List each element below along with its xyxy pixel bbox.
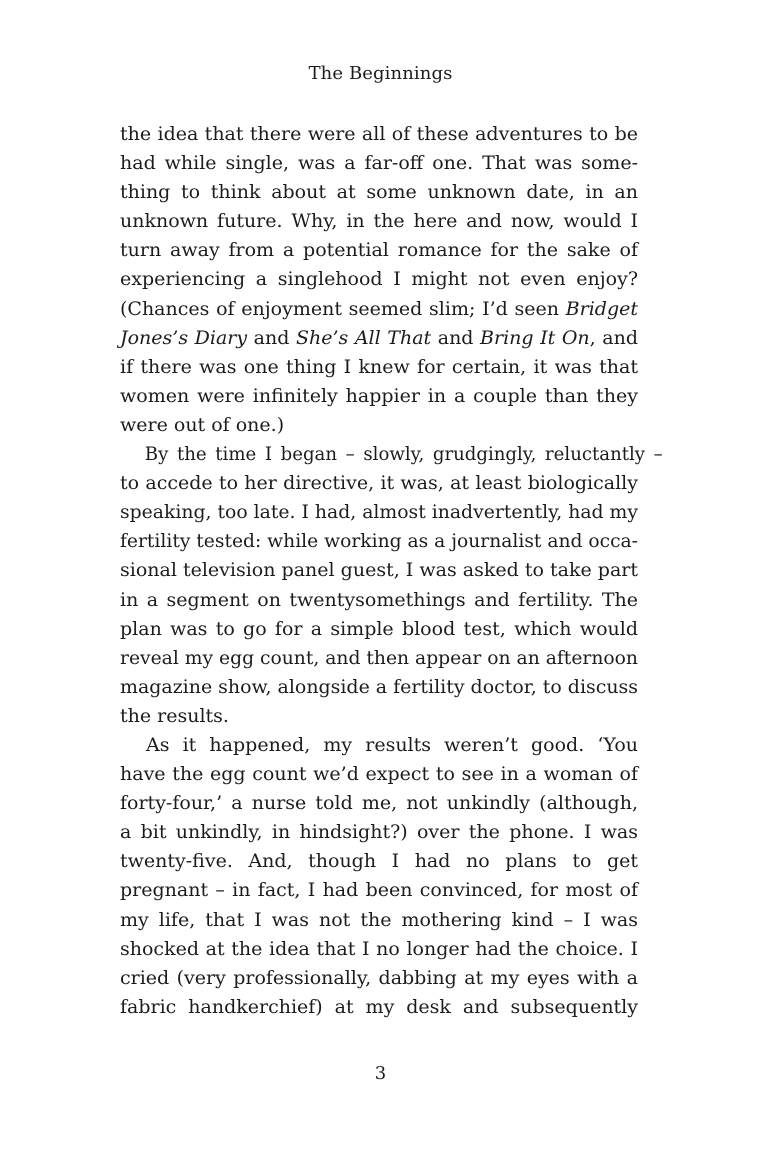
text-line: unknown future. Why, in the here and now, would I — [120, 210, 638, 233]
text-line: (Chances of enjoyment seemed slim; I’d seen Bridget — [120, 297, 638, 320]
text-line: my life, that I was not the mothering kind – I was — [120, 908, 638, 931]
text-line: speaking, too late. I had, almost inadvertently, had my — [120, 501, 639, 524]
text-line: thing to think about at some unknown date, in an — [120, 181, 638, 204]
text-line: a bit unkindly, in hindsight?) over the phone. I was — [120, 821, 638, 844]
text-line: experiencing a singlehood I might not even enjoy? — [120, 268, 638, 291]
text-line: sional television panel guest, I was asked to take part — [120, 559, 638, 582]
text-line: forty-four,’ a nurse told me, not unkindly (although, — [120, 792, 638, 815]
page-number: 3 — [374, 1063, 387, 1084]
text-line: Jones’s Diary and She’s All That and Bring It On, and — [120, 326, 639, 349]
text-line: shocked at the idea that I no longer had the choice. I — [120, 937, 638, 960]
text-line: in a segment on twentysomethings and fertility. The — [120, 588, 638, 611]
text-line: twenty-five. And, though I had no plans to get — [120, 850, 638, 873]
running-head: The Beginnings — [308, 63, 453, 84]
text-line: plan was to go for a simple blood test, which would — [120, 617, 638, 640]
body-text — [120, 120, 663, 1022]
text-line: turn away from a potential romance for the sake of — [120, 239, 638, 262]
text-line: if there was one thing I knew for certain, it was that — [120, 355, 638, 378]
text-line: fabric handkerchief) at my desk and subsequently — [120, 995, 638, 1018]
text-line: had while single, was a far-off one. That was some- — [120, 152, 638, 175]
text-line: By the time I began – slowly, grudgingly, reluctantly – — [144, 443, 663, 466]
italic-title: Jones’s Diary — [120, 326, 248, 349]
italic-title: Bring It On — [480, 326, 590, 349]
text-line: magazine show, alongside a fertility doctor, to discuss — [120, 675, 639, 698]
text-line: fertility tested: while working as a journalist and occa- — [120, 530, 639, 553]
text-line: the results. — [120, 704, 229, 727]
text-line: cried (very professionally, dabbing at my eyes with a — [120, 966, 638, 989]
text-line: As it happened, my results weren’t good. ‘You — [146, 733, 638, 756]
italic-title: She’s All That — [295, 326, 432, 349]
italic-title: Bridget — [565, 297, 638, 320]
text-line: pregnant – in fact, I had been convinced, for most of — [120, 879, 638, 902]
text-line: to accede to her directive, it was, at least biologically — [120, 472, 638, 495]
text-line: the idea that there were all of these adventures to be — [120, 123, 638, 145]
text-line: reveal my egg count, and then appear on an afternoon — [120, 646, 638, 669]
text-line: have the egg count we’d expect to see in a woman of — [120, 763, 638, 786]
text-line: women were infinitely happier in a couple than they — [120, 384, 638, 407]
text-line: were out of one.) — [120, 413, 285, 436]
